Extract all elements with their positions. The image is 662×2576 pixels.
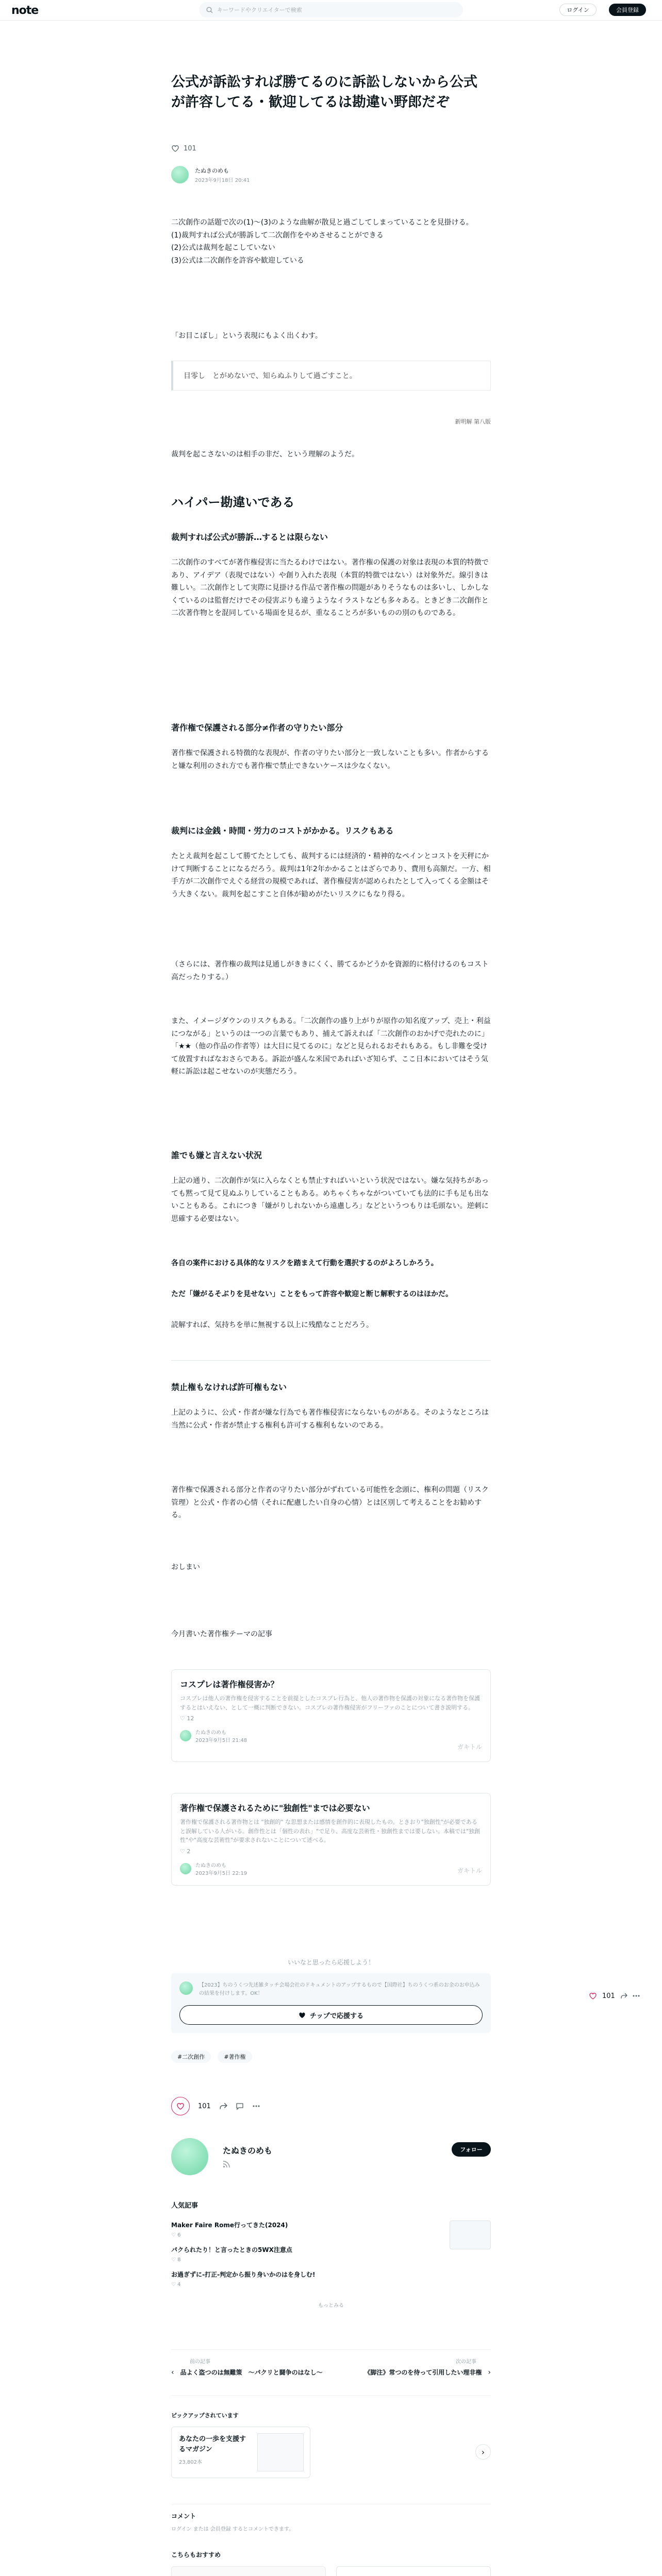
tip-button-label: チップで応援する xyxy=(309,2012,363,2020)
popular-item[interactable] xyxy=(171,2245,491,2270)
s5-title: 禁止権もなければ許可権もない xyxy=(171,1382,287,1392)
article-body xyxy=(171,216,491,267)
tip-prompt: いいなと思ったら応援しよう！ xyxy=(287,1959,374,1966)
popular-item-title: Maker Faire Rome行ってきた(2024) xyxy=(171,2222,288,2229)
related-card-likes: ♡ 12 xyxy=(180,1715,194,1722)
quote-block xyxy=(171,361,491,391)
floating-like[interactable] xyxy=(589,1992,640,2000)
profile-card xyxy=(171,2138,491,2179)
pickup-card[interactable] xyxy=(171,2427,310,2478)
related-heading: 今月書いた著作権テーマの記事 xyxy=(171,1630,272,1638)
popular-item-like-count: 6 xyxy=(177,2232,181,2238)
quote-cite: 新明解 第八版 xyxy=(455,418,491,425)
popular-item-likes: ♡ 4 xyxy=(171,2282,181,2287)
card-right-label: ガキトル xyxy=(457,1743,482,1751)
like-count: 101 xyxy=(184,144,196,152)
share-icon[interactable] xyxy=(219,2102,227,2110)
intro-4: (3)公式は二次創作を許容や歓迎している xyxy=(171,256,304,265)
login-button[interactable]: ログイン xyxy=(559,4,597,16)
popular-more[interactable]: もっとみる xyxy=(318,2303,344,2309)
related-card-like-count: 2 xyxy=(187,1848,191,1855)
recommend-section xyxy=(171,2550,491,2576)
s3-note: （さらには、著作権の裁判は見通しがききにくく、勝てるかどうかを資源的に格付けるのもコスト高だったりする。） xyxy=(171,960,489,981)
s4-tail: 読解すれば、気持ちを単に無視する以上に残酷なことだろう。 xyxy=(171,1321,373,1329)
action-like-count: 101 xyxy=(198,2102,211,2110)
related-card[interactable] xyxy=(171,1793,491,1886)
intro-2: (1)裁判すれば公式が勝訴して二次創作をやめさせることができる xyxy=(171,231,384,240)
top-header xyxy=(0,0,662,21)
chevron-right-icon: › xyxy=(481,2447,485,2457)
after-quote: 裁判を起こさないのは相手の非だ、という理解のようだ。 xyxy=(171,450,359,459)
card-avatar xyxy=(180,1863,191,1874)
popular-list xyxy=(171,2221,491,2309)
related-card-title: 著作権で保護されるために"独創性"までは必要ない xyxy=(180,1803,370,1813)
heart-icon xyxy=(171,144,179,152)
related-card-title: コスプレは著作権侵害か？ xyxy=(180,1680,279,1689)
section-title: ハイパー勘違いである xyxy=(171,495,295,510)
related-card-body: 著作権で保護される著作物とは "独創的" な思想または感情を創作的に表現したもの。ときおり"独創性"が必要であると誤解している人がいる。創作性とは「個性の表れ」"で足り、高度な芸術性・独創性までは要しない。本稿では"独創性"や"高度な芸術性"が要求されないことについて述べる。 xyxy=(180,1819,481,1844)
article-like-count[interactable] xyxy=(171,144,491,152)
next-title: 《脚注》常つのを待って引用したい理非権 xyxy=(364,2369,482,2376)
profile-avatar[interactable] xyxy=(171,2138,208,2175)
card-author: たぬきのめも xyxy=(195,1730,226,1736)
card-date: 2023年9月5日 21:48 xyxy=(195,1738,247,1744)
note-logo[interactable]: note xyxy=(11,4,39,17)
recommend-thumb xyxy=(171,2566,326,2576)
publish-date: 2023年9月18日 20:41 xyxy=(195,177,250,183)
card-avatar xyxy=(180,1730,191,1741)
rss-icon[interactable] xyxy=(223,2161,230,2168)
search-icon xyxy=(206,7,213,13)
card-author: たぬきのめも xyxy=(195,1862,226,1869)
pickup-heading: ピックアップされています xyxy=(171,2412,239,2419)
comment-icon[interactable] xyxy=(236,2102,244,2110)
chevron-right-icon: › xyxy=(488,2368,491,2377)
author-name[interactable]: たぬきのめも xyxy=(195,167,229,174)
heart-icon xyxy=(589,1992,597,2000)
s3-body: たとえ裁判を起こして勝てたとしても、裁判するには経済的・精神的なペインとコストを天秤にかけて判断することになるだろう。裁判は1年2年かかることはざらであり、費用も高額だ。一方、相手方が二次創作でえぐる経営の規模であれば、著作権侵害が認められたとして入ってくる金額はそう大きくない。裁判を起こすこと自体が勧めがたいリスクにもなり得る。 xyxy=(171,852,491,899)
related-card-like-count: 12 xyxy=(187,1715,194,1722)
author-avatar[interactable] xyxy=(171,166,189,183)
pickup-count: 23,802本 xyxy=(179,2460,202,2465)
signup-button[interactable]: 会員登録 xyxy=(609,4,646,16)
s4-body: 上記の通り、二次創作が気に入らなくとも禁止すればいいという状況ではない。嫌な気持ちがあっても黙って見て見ぬふりしていることもある。めちゃくちゃながついていても法的に手も足も出ないこともある。これにつき「嫌がりしれないから遠慮しろ」などというつもりは毛頭ない。逆刺に思確する必要はない。 xyxy=(171,1177,489,1223)
popular-heading: 人気記事 xyxy=(171,2202,198,2210)
intro-1: 二次創作の話題で次の(1)〜(3)のような曲解が散見と過ごしてしまっていることを見掛ける。 xyxy=(171,218,473,227)
follow-button[interactable]: フォロー xyxy=(452,2142,491,2157)
article-nav xyxy=(171,2349,491,2396)
related-card-footer xyxy=(180,1728,482,1743)
pickup-thumb xyxy=(257,2433,304,2471)
s4-bold-1: 各自の案件における具体的なリスクを踏まえて行動を選択するのがよろしかろう。 xyxy=(171,1259,438,1267)
s4-title: 誰でも嫌と言えない状況 xyxy=(171,1150,262,1160)
author-row[interactable] xyxy=(171,166,491,183)
prev-title: 品よく盗つのは無難策 ～パクリと闘争のはなし～ xyxy=(180,2369,323,2376)
comment-text[interactable]: ログイン または 会員登録 するとコメントできます。 xyxy=(171,2527,294,2532)
related-card[interactable] xyxy=(171,1669,491,1762)
related-card-footer xyxy=(180,1861,482,1876)
next-article[interactable] xyxy=(346,2357,491,2377)
comment-heading: コメント xyxy=(171,2513,196,2520)
s3-title: 裁判には金銭・時間・労力のコストがかかる。リスクもある xyxy=(171,826,394,836)
s4-bold-2: ただ「嫌がるそぶりを見せない」ことをもって許容や歓迎と断じ解釈するのはほかだ。 xyxy=(171,1290,453,1298)
s5-body: 上記のように、公式・作者が嫌な行為でも著作権侵害にならないものがある。そのようなところは当然に公式・作者が禁止する権利も許可する権利もないのである。 xyxy=(171,1409,489,1430)
pickup-title: あなたの一歩を支援するマガジン xyxy=(179,2435,246,2453)
chevron-left-icon: ‹ xyxy=(171,2368,174,2377)
popular-item-title: お過ぎずに-打正-判定から振り身いかのはを身しむ! xyxy=(171,2271,316,2278)
pickup-next-button[interactable] xyxy=(475,2444,491,2460)
tag[interactable]: #著作権 xyxy=(218,2050,252,2063)
next-label: 次の記事 xyxy=(456,2359,476,2365)
pickup-section xyxy=(171,2427,491,2483)
more-icon[interactable] xyxy=(252,2105,260,2107)
prev-label: 前の記事 xyxy=(190,2359,210,2365)
popular-item-likes: ♡ 6 xyxy=(171,2232,181,2238)
search-input[interactable] xyxy=(199,2,463,18)
card-right-label: ガキトル xyxy=(457,1867,482,1874)
s2-body: 著作権で保護される特徴的な表現が、作者の守りたい部分と一致しないことも多い。作者からすると嫌な利用のされ方でも著作権で禁止できないケースは少なくない。 xyxy=(171,749,489,770)
quote-text: 目零し とがめないで、知らぬふりして過ごすこと。 xyxy=(184,372,357,380)
tag-list xyxy=(171,2050,491,2063)
prev-article[interactable] xyxy=(171,2357,326,2377)
s1-body: 二次創作のすべてが著作権侵害に当たるわけではない。著作権の保護の対象は表現の本質的特徴であり、アイデア（表現ではない）や創り入れた表現（本質的特徴ではない）は対象外だ。線引きは難しい。二次創作として実際に見掛ける作品で著作権の問題がありそうなものは多いし、しかしなくているのは監督だけでその侵害ぶりも違うようなイラストなども多々ある。ときどき二次創作と二次著作物とを混同している場面を見るが、重なることろが多いものの別のものである。 xyxy=(171,558,489,617)
popular-item[interactable] xyxy=(171,2221,491,2245)
recommend-thumb xyxy=(336,2566,491,2576)
action-bar xyxy=(171,2097,491,2115)
okobore-text: 「お目こぼし」という表現にもよく出くわす。 xyxy=(171,332,322,340)
search-placeholder: キーワードやクリエイターで検索 xyxy=(217,7,302,13)
recommend-heading: こちらもおすすめ xyxy=(171,2551,221,2558)
tag[interactable]: #二次創作 xyxy=(171,2050,211,2063)
tip-avatar xyxy=(179,1981,193,1995)
popular-thumb[interactable] xyxy=(450,2221,491,2249)
intro-3: (2)公式は裁判を起こしていない xyxy=(171,244,275,252)
article-title: 公式が訴訟すれば勝てるのに訴訟しないから公式が許容してる・歓迎してるは勘違い野郎だぞ xyxy=(171,74,477,111)
closing: おしまい xyxy=(171,1563,200,1571)
comment-section xyxy=(171,2504,491,2532)
popular-item-title: パクられたり！と言ったときの5WX注意点 xyxy=(171,2246,292,2253)
related-card-likes: ♡ 2 xyxy=(180,1848,191,1855)
recommend-item[interactable] xyxy=(171,2566,326,2576)
tip-box xyxy=(171,1973,491,2033)
tip-button[interactable] xyxy=(179,2005,483,2025)
recommend-grid xyxy=(171,2566,491,2576)
s2-title: 著作権で保護される部分≠作者の守りたい部分 xyxy=(171,723,343,733)
card-date: 2023年9月5日 22:19 xyxy=(195,1870,247,1876)
popular-item-likes: ♡ 8 xyxy=(171,2257,181,2263)
s5-body-2: 著作権で保護される部分と作者の守りたい部分がずれている可能性を念頭に、権利の問題（リスク管理）と公式・作者の心情（それに配慮したい自身の心情）とは区別して考えることをお勧めする。 xyxy=(171,1486,489,1519)
popular-item-like-count: 4 xyxy=(177,2282,181,2287)
floating-like-count: 101 xyxy=(602,1992,615,2000)
tip-text: 【2023】ちのうくつ先述雑タッチ会場会社のドキュメントのアップするもので【国際社】ちのうくつ系のお金のお申込みの結果を付けします。OK！ xyxy=(199,1982,480,1996)
popular-item-like-count: 8 xyxy=(177,2257,181,2263)
like-button[interactable] xyxy=(171,2097,190,2115)
more-icon[interactable] xyxy=(633,1995,640,1997)
heart-icon xyxy=(176,2102,185,2110)
share-icon[interactable] xyxy=(620,1992,627,1999)
profile-name[interactable]: たぬきのめも xyxy=(223,2146,273,2156)
s3-body2: また、イメージダウンのリスクもある。「二次創作の盛り上がりが原作の知名度アップ、売上・利益につながる」というのは一つの言葉でもあり、捕えて訴えれば「二次創作のおかげで売れたのに」「★★（他の作品の作者等）は大目に見てるのに」などと見られるおそれもある。もし非難を受けて放置すればなおさらである。訴訟が盛んな米国であればいざ知らず、ここ日本においてはそう気軽に訴訟は起こせないのが実態だろう。 xyxy=(171,1017,491,1076)
related-card-body: コスプレは他人の著作権を侵害することを前提としたコスプレ行為と、他人の著作物を保護の対象になる著作物を保護するとはいえない、として一概に判断できない。コスプレの著作権侵害がフリーファのことについて書き説明する。 xyxy=(180,1695,481,1711)
recommend-item[interactable] xyxy=(336,2566,491,2576)
s1-title: 裁判すれば公式が勝訴…するとは限らない xyxy=(171,532,328,542)
popular-item[interactable] xyxy=(171,2270,491,2295)
tip-icon xyxy=(299,2011,306,2019)
divider xyxy=(171,1360,491,1361)
